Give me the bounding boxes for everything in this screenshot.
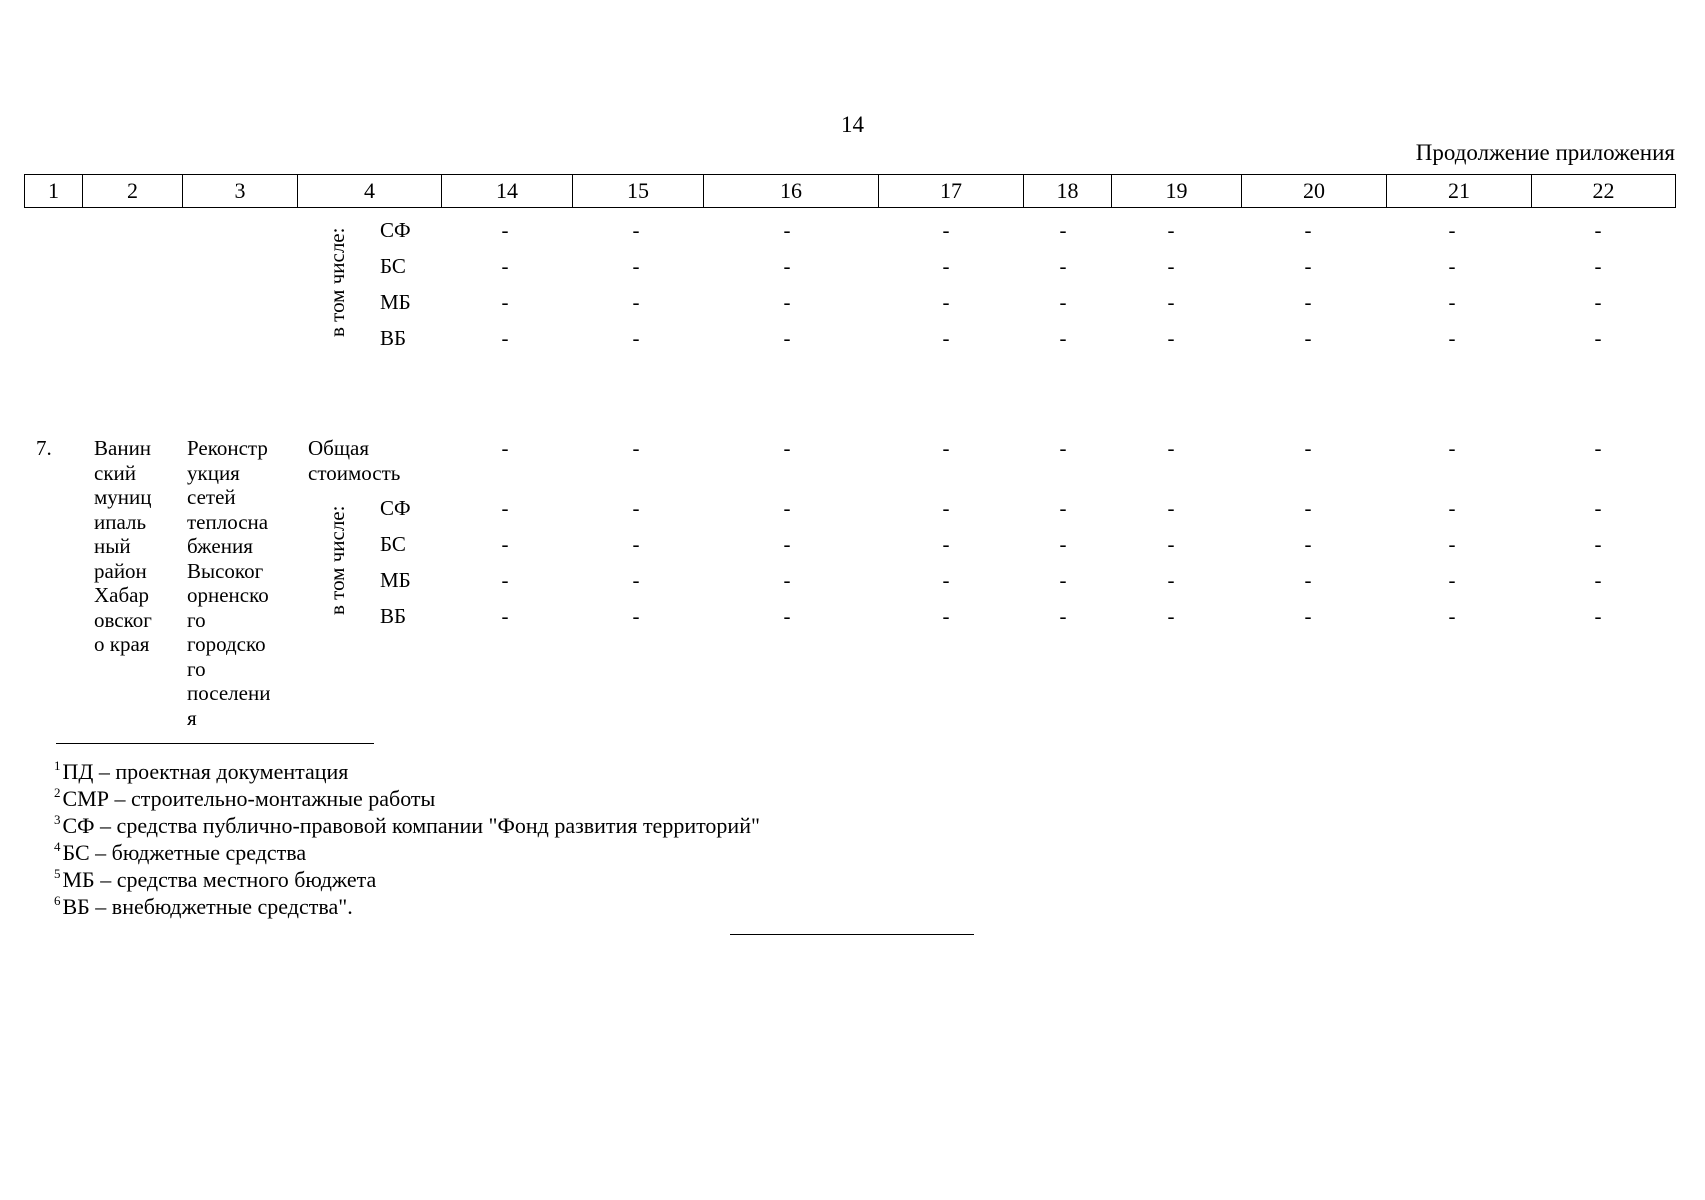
- prev-row-value-cell: -: [1304, 290, 1312, 314]
- footnote-separator: [56, 743, 374, 744]
- prev-row-value-cell: -: [1059, 218, 1067, 242]
- prev-row-value-cell: -: [1304, 254, 1312, 278]
- row7-total-value-cell: -: [1167, 436, 1175, 460]
- row7-value-cell: -: [783, 496, 791, 520]
- prev-row-value-cell: -: [1167, 326, 1175, 350]
- row7-total-value-cell: -: [1059, 436, 1067, 460]
- row7-total-value-cell: -: [501, 436, 509, 460]
- row7-value-cell: -: [942, 532, 950, 556]
- row7-value-cell: -: [1448, 496, 1456, 520]
- footnote-text: МБ – средства местного бюджета: [62, 867, 377, 892]
- column-header: 3: [183, 175, 298, 208]
- row7-value-cell: -: [1448, 568, 1456, 592]
- column-header: 17: [879, 175, 1024, 208]
- row7-total-value-cell: -: [1304, 436, 1312, 460]
- row7-value-cell: -: [1167, 568, 1175, 592]
- prev-row-value-cell: -: [501, 218, 509, 242]
- prev-row-value-cell: -: [1059, 290, 1067, 314]
- prev-row-value-cell: -: [1448, 254, 1456, 278]
- row7-value-cell: -: [1059, 496, 1067, 520]
- footnote: [54, 895, 760, 922]
- prev-row-value-cell: -: [632, 290, 640, 314]
- prev-row-value-cell: -: [1448, 290, 1456, 314]
- footnote-marker: 4: [54, 839, 61, 854]
- project-name-cell: Реконстр укция сетей теплосна бжения Высоког орненско го городско го поселени я: [187, 436, 271, 730]
- footnote-text: БС – бюджетные средства: [62, 840, 307, 865]
- footnote-marker: 6: [54, 893, 61, 908]
- column-header: 15: [573, 175, 704, 208]
- prev-row-fund-code: СФ: [380, 218, 411, 242]
- prev-row-value-cell: -: [783, 218, 791, 242]
- footnote-marker: 2: [54, 785, 61, 800]
- prev-row-value-cell: -: [1167, 254, 1175, 278]
- prev-row-fund-code: БС: [380, 254, 406, 278]
- footnotes: [54, 760, 760, 922]
- column-header: 2: [83, 175, 183, 208]
- row7-value-cell: -: [942, 604, 950, 628]
- row7-value-cell: -: [1059, 532, 1067, 556]
- footnote: [54, 814, 760, 841]
- row7-fund-code: ВБ: [380, 604, 407, 628]
- prev-row-value-cell: -: [1448, 326, 1456, 350]
- prev-row-value-cell: -: [942, 218, 950, 242]
- row7-value-cell: -: [501, 568, 509, 592]
- prev-row-value-cell: -: [1059, 254, 1067, 278]
- row7-fund-code: СФ: [380, 496, 411, 520]
- row7-total-value-cell: -: [942, 436, 950, 460]
- row7-value-cell: -: [1059, 568, 1067, 592]
- row7-value-cell: -: [942, 568, 950, 592]
- prev-row-value-cell: -: [1167, 218, 1175, 242]
- prev-row-including-label: в том числе:: [325, 227, 349, 337]
- column-header: 19: [1112, 175, 1242, 208]
- prev-row-value-cell: -: [501, 290, 509, 314]
- footnote: [54, 760, 760, 787]
- row7-total-value-cell: -: [783, 436, 791, 460]
- row7-value-cell: -: [942, 496, 950, 520]
- row7-value-cell: -: [1059, 604, 1067, 628]
- prev-row-value-cell: -: [1448, 218, 1456, 242]
- row7-value-cell: -: [632, 496, 640, 520]
- footnote-text: СФ – средства публично-правовой компании "Фонд развития территорий": [62, 813, 760, 838]
- row7-value-cell: -: [501, 496, 509, 520]
- prev-row-value-cell: -: [1594, 254, 1602, 278]
- footnote-text: СМР – строительно-монтажные работы: [62, 786, 436, 811]
- row7-value-cell: -: [1594, 496, 1602, 520]
- prev-row-value-cell: -: [1304, 326, 1312, 350]
- footnote-marker: 3: [54, 812, 61, 827]
- prev-row-value-cell: -: [1594, 218, 1602, 242]
- column-header: 18: [1024, 175, 1112, 208]
- row7-value-cell: -: [783, 604, 791, 628]
- column-header: 21: [1387, 175, 1532, 208]
- prev-row-value-cell: -: [783, 254, 791, 278]
- prev-row-fund-code: МБ: [380, 290, 411, 314]
- continuation-label: Продолжение приложения: [1415, 140, 1675, 165]
- prev-row-value-cell: -: [501, 254, 509, 278]
- column-header: 22: [1532, 175, 1676, 208]
- row7-value-cell: -: [1167, 604, 1175, 628]
- prev-row-value-cell: -: [783, 290, 791, 314]
- row7-value-cell: -: [1594, 568, 1602, 592]
- end-separator: [730, 934, 974, 935]
- prev-row-value-cell: -: [942, 254, 950, 278]
- column-header: 1: [25, 175, 83, 208]
- row7-value-cell: -: [1167, 496, 1175, 520]
- total-cost-label: Общая стоимость: [308, 436, 401, 485]
- page-number: 14: [841, 112, 864, 137]
- prev-row-value-cell: -: [501, 326, 509, 350]
- row7-value-cell: -: [501, 532, 509, 556]
- row7-value-cell: -: [1304, 496, 1312, 520]
- footnote: [54, 868, 760, 895]
- row7-value-cell: -: [1304, 532, 1312, 556]
- footnote-marker: 1: [54, 758, 61, 773]
- prev-row-value-cell: -: [783, 326, 791, 350]
- row7-value-cell: -: [1594, 604, 1602, 628]
- prev-row-fund-code: ВБ: [380, 326, 407, 350]
- row7-total-value-cell: -: [1448, 436, 1456, 460]
- row7-total-value-cell: -: [632, 436, 640, 460]
- prev-row-value-cell: -: [942, 290, 950, 314]
- footnote: [54, 841, 760, 868]
- column-header-table: [24, 174, 1676, 208]
- row7-value-cell: -: [1448, 532, 1456, 556]
- row7-value-cell: -: [1448, 604, 1456, 628]
- row7-value-cell: -: [1167, 532, 1175, 556]
- column-header: 16: [704, 175, 879, 208]
- row-number: 7.: [36, 436, 52, 460]
- row7-value-cell: -: [632, 604, 640, 628]
- row7-value-cell: -: [783, 568, 791, 592]
- row7-value-cell: -: [632, 532, 640, 556]
- prev-row-value-cell: -: [1594, 326, 1602, 350]
- footnote-text: ВБ – внебюджетные средства".: [62, 894, 353, 919]
- column-header: 14: [442, 175, 573, 208]
- row7-value-cell: -: [1304, 604, 1312, 628]
- row7-fund-code: МБ: [380, 568, 411, 592]
- row7-value-cell: -: [1304, 568, 1312, 592]
- footnote-marker: 5: [54, 866, 61, 881]
- row7-value-cell: -: [783, 532, 791, 556]
- prev-row-value-cell: -: [632, 254, 640, 278]
- footnote: [54, 787, 760, 814]
- column-header: 4: [298, 175, 442, 208]
- prev-row-value-cell: -: [1167, 290, 1175, 314]
- municipality-cell: Ванин ский муниц ипаль ный район Хабар овског о края: [94, 436, 152, 656]
- prev-row-value-cell: -: [942, 326, 950, 350]
- row7-value-cell: -: [501, 604, 509, 628]
- prev-row-value-cell: -: [632, 218, 640, 242]
- row7-including-label: в том числе:: [325, 505, 349, 615]
- row7-total-value-cell: -: [1594, 436, 1602, 460]
- footnote-text: ПД – проектная документация: [62, 759, 349, 784]
- prev-row-value-cell: -: [1594, 290, 1602, 314]
- prev-row-value-cell: -: [632, 326, 640, 350]
- row7-value-cell: -: [1594, 532, 1602, 556]
- prev-row-value-cell: -: [1304, 218, 1312, 242]
- prev-row-value-cell: -: [1059, 326, 1067, 350]
- row7-fund-code: БС: [380, 532, 406, 556]
- row7-value-cell: -: [632, 568, 640, 592]
- column-header: 20: [1242, 175, 1387, 208]
